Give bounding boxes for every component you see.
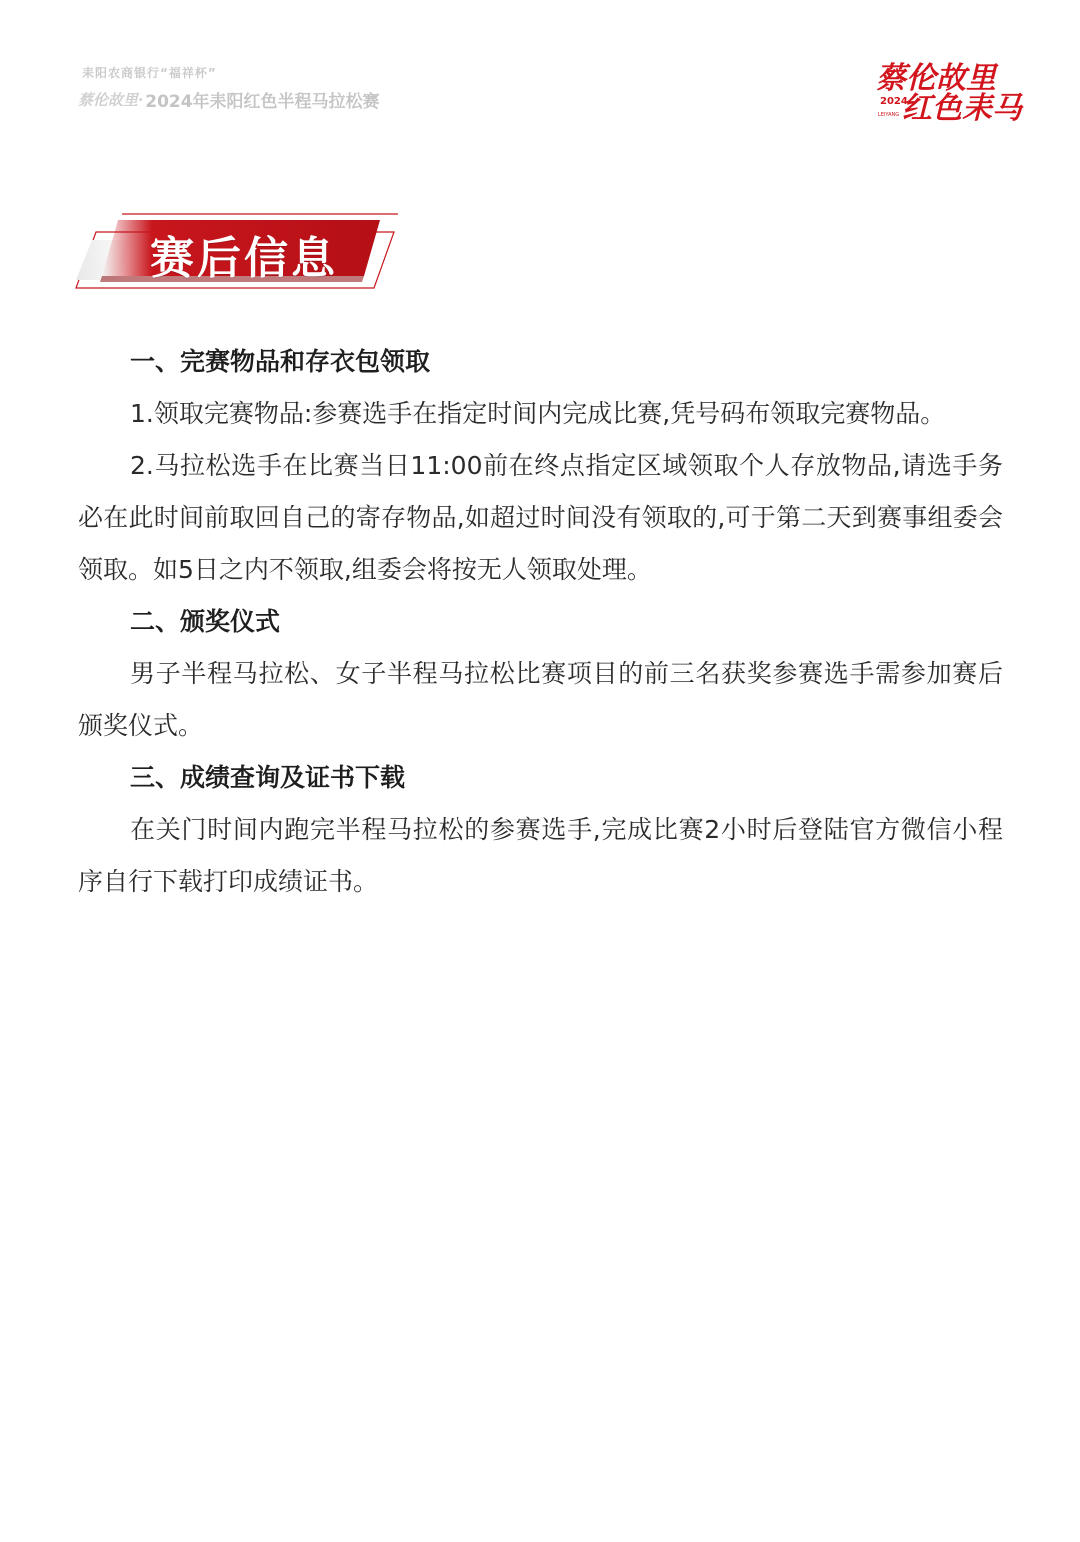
logo-year: 2024 <box>880 96 908 107</box>
logo-line2: 红色耒马 <box>902 91 1022 126</box>
event-prefix: 蔡伦故里· <box>78 91 144 109</box>
logo-sub: LEIYANG <box>878 112 900 118</box>
section-heading-finisher-items: 一、完赛物品和存衣包领取 <box>130 347 431 376</box>
sponsor-text: 耒阳农商银行“福祥杯” <box>82 66 217 80</box>
event-title-line <box>78 87 438 112</box>
event-header <box>78 64 438 112</box>
paragraph-award-ceremony: 男子半程马拉松、女子半程马拉松比赛项目的前三名获奖参赛选手需参加赛后颁奖仪式。 <box>78 659 1003 740</box>
banner-title: 赛后信息 <box>150 233 338 284</box>
section-heading-results: 三、成绩查询及证书下载 <box>130 763 406 792</box>
logo-line1: 蔡伦故里 <box>876 61 996 96</box>
post-race-info <box>78 336 1003 908</box>
paragraph-results: 在关门时间内跑完半程马拉松的参赛选手,完成比赛2小时后登陆官方微信小程序自行下载打印成绩证书。 <box>78 815 1003 896</box>
section-heading-award-ceremony: 二、颁奖仪式 <box>130 607 281 636</box>
event-logo <box>872 56 1022 126</box>
event-title: 2024年耒阳红色半程马拉松赛 <box>145 92 380 112</box>
paragraph-bag-pickup: 2.马拉松选手在比赛当日11:00前在终点指定区域领取个人存放物品,请选手务必在此时间前取回自己的寄存物品,如超过时间没有领取的,可于第二天到赛事组委会领取。如5日之内不领取,组委会将按无人领取处理。 <box>78 451 1003 584</box>
paragraph-finisher-items: 1.领取完赛物品:参赛选手在指定时间内完成比赛,凭号码布领取完赛物品。 <box>130 399 946 428</box>
